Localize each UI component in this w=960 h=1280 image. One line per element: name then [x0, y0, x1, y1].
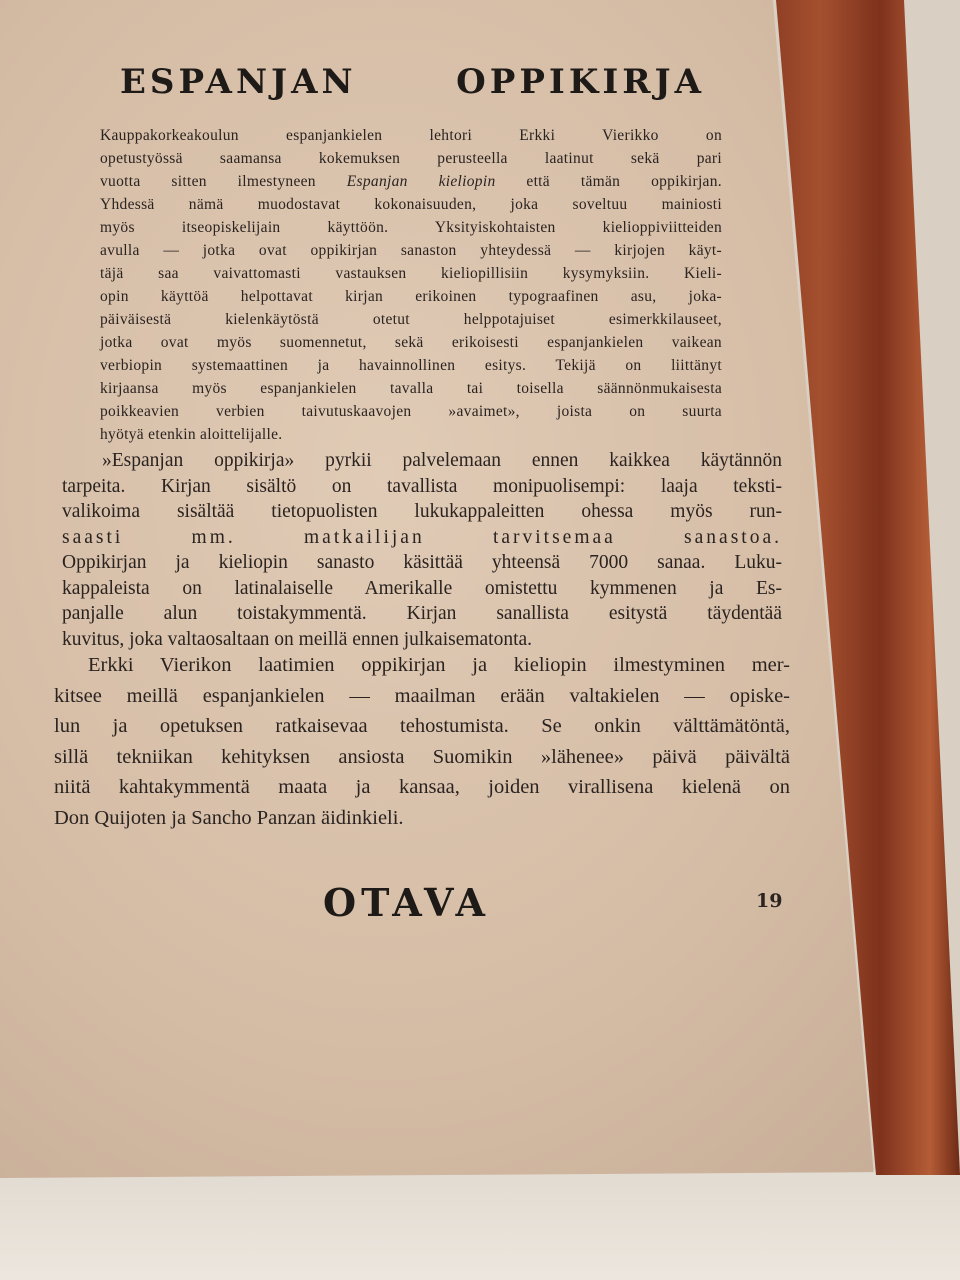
text-line: päiväisestä kielenkäytöstä otetut helppotajuiset esimerkkilauseet,: [100, 311, 722, 328]
text-line: [100, 170, 722, 193]
text-line: Kauppakorkeakoulun espanjankielen lehtori Erkki Vierikko on: [100, 127, 722, 144]
text-line: myös itseopiskelijain käyttöön. Yksityiskohtaisten kielioppiviitteiden: [100, 219, 722, 236]
text-line: opin käyttöä helpottavat kirjan erikoinen typograafinen asu, joka-: [100, 288, 722, 305]
text-line: niitä kahtakymmentä maata ja kansaa, joiden virallisena kielenä on: [54, 776, 790, 798]
text-line: kappaleista on latinalaiselle Amerikalle omistettu kymmenen ja Es-: [62, 577, 782, 599]
text-line: opetustyössä saamansa kokemuksen perusteella laatinut sekä pari: [100, 150, 722, 167]
text-line: tarpeita. Kirjan sisältö on tavallista monipuolisempi: laaja teksti-: [62, 475, 782, 497]
text-line: panjalle alun toistakymmentä. Kirjan sanallista esitystä täydentää: [62, 603, 782, 624]
table-surface: [0, 1170, 960, 1280]
text-line: poikkeavien verbien taivutuskaavojen »avaimet», joista on suurta: [100, 403, 722, 420]
paragraph-3: [54, 650, 790, 833]
text-segment: vuotta sitten ilmestyneen: [100, 173, 316, 190]
book-title: ESPANJAN OPPIKIRJA: [120, 62, 705, 102]
paragraph-1: [100, 124, 722, 446]
text-line: Erkki Vierikon laatimien oppikirjan ja kieliopin ilmestyminen mer-: [88, 654, 790, 676]
text-line: täjä saa vaivattomasti vastauksen kieliopillisiin kysymyksiin. Kieli-: [100, 265, 722, 282]
text-segment: että tämän oppikirjan.: [526, 173, 722, 190]
paragraph-2: [62, 448, 782, 652]
text-line: Oppikirjan ja kieliopin sanasto käsittää yhteensä 7000 sanaa. Luku-: [62, 552, 782, 573]
text-line: »Espanjan oppikirja» pyrkii palvelemaan ennen kaikkea käytännön: [102, 450, 782, 471]
text-line: saasti mm. matkailijan tarvitsemaa sanastoa.: [62, 526, 782, 548]
text-line: hyötyä etenkin aloittelijalle.: [100, 426, 283, 443]
text-line: kirjaansa myös espanjankielen tavalla tai toisella säännönmukaisesta: [100, 380, 722, 397]
italic-book-title: Espanjan kieliopin: [346, 173, 496, 190]
page-number: 19: [756, 890, 783, 912]
text-line: Don Quijoten ja Sancho Panzan äidinkieli.: [54, 806, 404, 829]
text-line: Yhdessä nämä muodostavat kokonaisuuden, joka soveltuu mainiosti: [100, 196, 722, 213]
text-line: lun ja opetuksen ratkaisevaa tehostumista. Se onkin välttämätöntä,: [54, 715, 790, 737]
text-line: kitsee meillä espanjankielen — maailman erään valtakielen — opiske-: [54, 684, 790, 707]
text-line: verbiopin systemaattinen ja havainnollinen esitys. Tekijä on liittänyt: [100, 357, 722, 374]
text-line: avulla — jotka ovat oppikirjan sanaston yhteydessä — kirjojen käyt-: [100, 242, 722, 259]
text-line: sillä tekniikan kehityksen ansiosta Suomikin »lähenee» päivä päivältä: [54, 745, 790, 768]
text-line: valikoima sisältää tietopuolisten lukukappaleitten ohessa myös run-: [62, 501, 782, 522]
publisher-name: OTAVA: [323, 880, 491, 925]
text-line: jotka ovat myös suomennetut, sekä erikoisesti espanjankielen vaikean: [100, 334, 722, 351]
text-line: kuvitus, joka valtaosaltaan on meillä ennen julkaisematonta.: [62, 628, 533, 650]
